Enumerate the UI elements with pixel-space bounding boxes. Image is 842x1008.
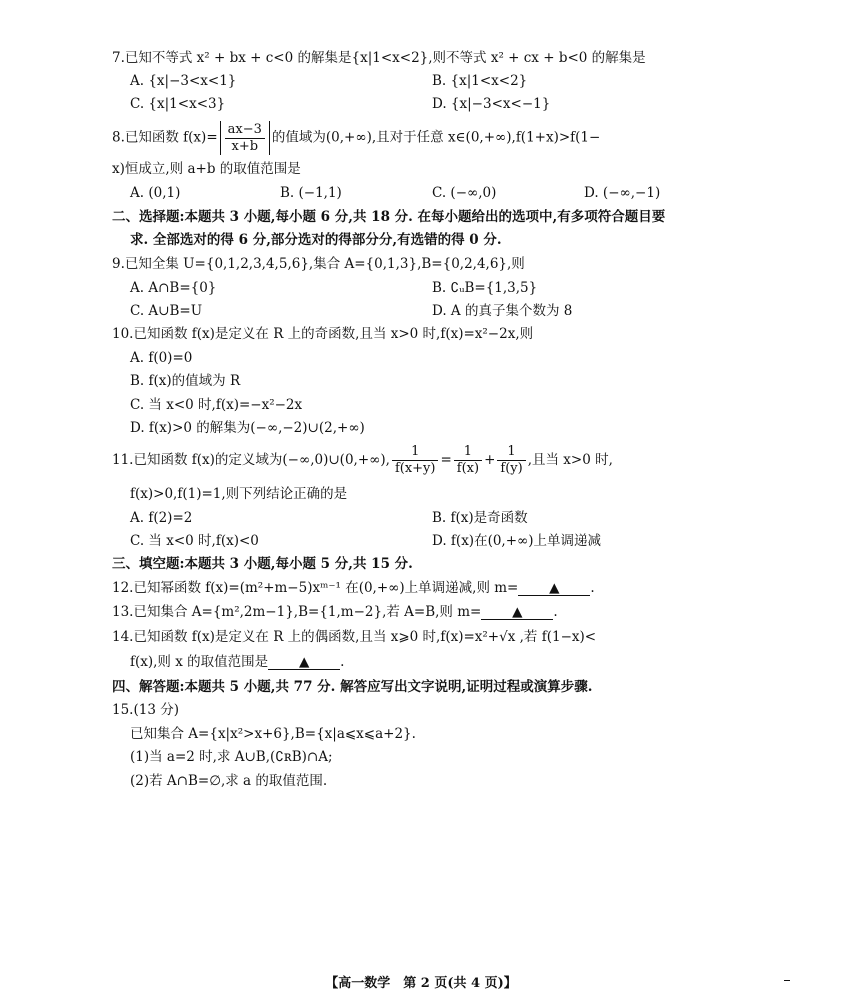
q11-prefix: 11.已知函数 f(x)的定义域为(−∞,0)∪(0,+∞), (112, 452, 390, 468)
abs-bar-left (220, 121, 221, 155)
section2-heading-line2: 求. 全部选对的得 6 分,部分选对的得部分分,有选错的得 0 分. (130, 232, 502, 248)
q11-fraction-1 (392, 444, 439, 477)
q15-part1: (1)当 a=2 时,求 A∪B,(∁ʀB)∩A; (130, 749, 333, 765)
q11-option-d: D. f(x)在(0,+∞)上单调递减 (432, 533, 602, 549)
q11-frac1-den: f(x+y) (394, 461, 436, 476)
q9-stem: 9.已知全集 U={0,1,2,3,4,5,6},集合 A={0,1,3},B={0,2,4,6},则 (112, 256, 525, 272)
q13-text: 13.已知集合 A={m²,2m−1},B={1,m−2},若 A=B,则 m= (112, 604, 482, 620)
q10-option-a: A. f(0)=0 (130, 350, 193, 366)
q10-option-d: D. f(x)>0 的解集为(−∞,−2)∪(2,+∞) (130, 420, 365, 436)
q8-option-c: C. (−∞,0) (432, 185, 497, 201)
q7-option-c: C. {x|1<x<3} (130, 96, 226, 112)
q15-line1: 已知集合 A={x|x²>x+6},B={x|a⩽x⩽a+2}. (130, 726, 416, 742)
q11-stem-line1 (112, 444, 613, 477)
q10-option-b: B. f(x)的值域为 R (130, 373, 241, 389)
q12-text: 12.已知幂函数 f(x)=(m²+m−5)xᵐ⁻¹ 在(0,+∞)上单调递减,则 m= (112, 580, 519, 596)
q8-option-d: D. (−∞,−1) (584, 185, 661, 201)
q8-fraction (225, 122, 265, 155)
q13-line (112, 605, 558, 621)
q9-option-c: C. A∪B=U (130, 303, 203, 319)
q8-stem-line1 (112, 121, 600, 155)
section3-heading: 三、填空题:本题共 3 小题,每小题 5 分,共 15 分. (112, 556, 413, 572)
q8-frac-denominator: x+b (231, 138, 259, 154)
q11-option-a: A. f(2)=2 (130, 510, 193, 526)
q14-stem-line1: 14.已知函数 f(x)是定义在 R 上的偶函数,且当 x⩾0 时,f(x)=x²+√x ,若 f(1−x)< (112, 629, 597, 645)
q8-suffix: 的值域为(0,+∞),且对于任意 x∈(0,+∞),f(1+x)>f(1− (271, 129, 601, 146)
q7-option-d: D. {x|−3<x<−1} (432, 96, 551, 112)
q11-option-c: C. 当 x<0 时,f(x)<0 (130, 533, 259, 549)
section4-heading: 四、解答题:本题共 5 小题,共 77 分. 解答应写出文字说明,证明过程或演算步骤. (112, 679, 593, 695)
q13-end: . (553, 604, 558, 620)
q14-line2-text: f(x),则 x 的取值范围是 (130, 654, 269, 670)
q11-plus: + (484, 452, 496, 468)
q12-end: . (590, 580, 595, 596)
q9-option-b: B. ∁ᵤB={1,3,5} (432, 280, 538, 296)
q8-option-b: B. (−1,1) (280, 185, 342, 201)
q9-option-a: A. A∩B={0} (130, 280, 217, 296)
q11-frac2-num: 1 (454, 444, 482, 461)
q8-stem-line2: x)恒成立,则 a+b 的取值范围是 (112, 161, 301, 177)
q12-line (112, 581, 595, 597)
q14-stem-line2 (130, 655, 344, 671)
q11-stem-line2: f(x)>0,f(1)=1,则下列结论正确的是 (130, 486, 348, 502)
q11-frac3-den: f(y) (500, 461, 523, 476)
q11-suffix: ,且当 x>0 时, (527, 452, 613, 468)
q8-frac-numerator: ax−3 (225, 122, 265, 139)
q8-option-a: A. (0,1) (130, 185, 181, 201)
q15-part2: (2)若 A∩B=∅,求 a 的取值范围. (130, 773, 328, 789)
q7-stem: 7.已知不等式 x² + bx + c<0 的解集是{x|1<x<2},则不等式 x² + cx + b<0 的解集是 (112, 50, 646, 66)
q7-option-a: A. {x|−3<x<1} (130, 73, 237, 89)
section2-heading-line1: 二、选择题:本题共 3 小题,每小题 6 分,共 18 分. 在每小题给出的选项中,有多项符合题目要 (112, 209, 666, 225)
q11-frac2-den: f(x) (456, 461, 480, 476)
q12-answer-blank[interactable]: ▲ (518, 581, 590, 596)
q14-end: . (340, 654, 345, 670)
q9-option-d: D. A 的真子集个数为 8 (432, 303, 573, 319)
q13-answer-blank[interactable]: ▲ (481, 605, 553, 620)
q11-frac3-num: 1 (497, 444, 525, 461)
q10-option-c: C. 当 x<0 时,f(x)=−x²−2x (130, 397, 303, 413)
q11-equals: = (440, 452, 452, 468)
q15-heading: 15.(13 分) (112, 702, 179, 718)
q11-frac1-num: 1 (392, 444, 439, 461)
page-footer: 【高一数学 第 2 页(共 4 页)】 (325, 976, 517, 991)
abs-bar-right (269, 121, 270, 155)
q11-fraction-3 (497, 444, 525, 477)
q7-option-b: B. {x|1<x<2} (432, 73, 528, 89)
q11-fraction-2 (454, 444, 482, 477)
q11-option-b: B. f(x)是奇函数 (432, 510, 528, 526)
q14-answer-blank[interactable]: ▲ (268, 655, 340, 670)
q8-prefix: 8.已知函数 f(x)= (112, 129, 218, 146)
corner-mark (784, 980, 790, 981)
q10-stem: 10.已知函数 f(x)是定义在 R 上的奇函数,且当 x>0 时,f(x)=x²−2x,则 (112, 326, 534, 342)
